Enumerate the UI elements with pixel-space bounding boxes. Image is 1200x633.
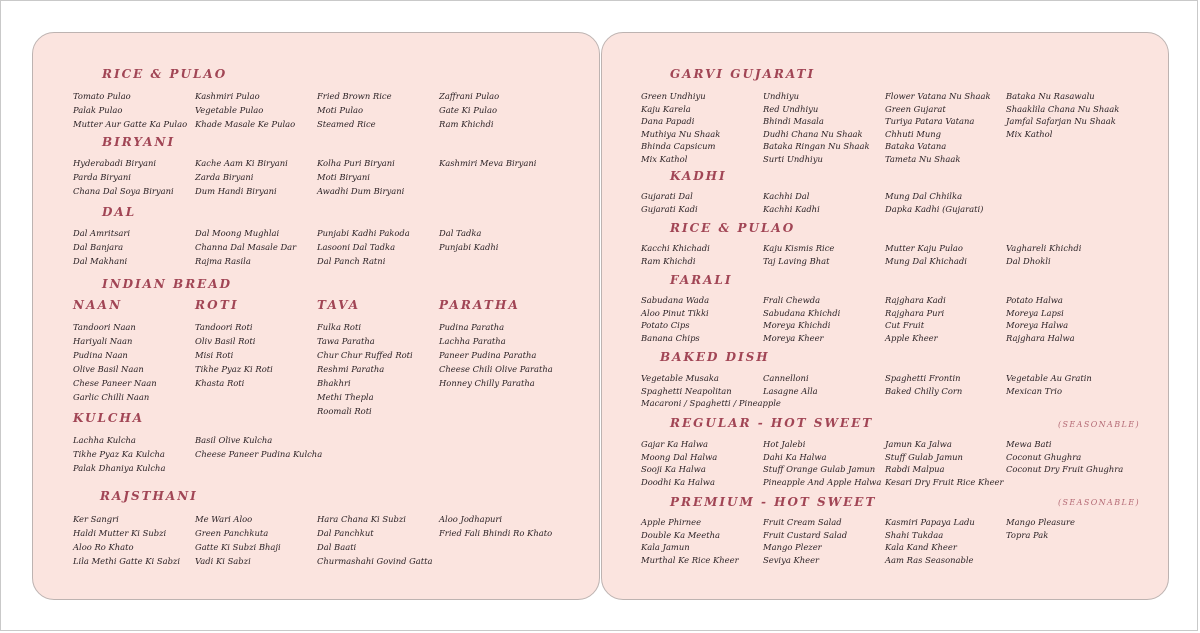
menu-item: Fulka Roti [317,322,362,332]
menu-item: Macaroni / Spaghetti / Pineapple [641,398,781,408]
menu-page-left [32,32,600,600]
menu-item: Lasooni Dal Tadka [317,242,396,252]
section-title-biryani: BIRYANI [102,135,176,149]
gujarati-col-3 [885,90,991,165]
menu-item: Hara Chana Ki Subzi [317,514,406,524]
menu-item: Bataka Ringan Nu Shaak [763,141,870,151]
menu-item: Muthiya Nu Shaak [641,128,721,139]
menu-item: Olive Basil Naan [73,364,144,374]
menu-item: Vegetable Pulao [195,105,264,115]
baked-col-1 [641,372,781,410]
menu-item: Red Undhiyu [763,103,819,114]
menu-item: Double Ka Meetha [641,529,720,540]
farali-col-4 [1006,294,1075,344]
menu-item: Dapka Kadhi (Gujarati) [885,203,984,214]
menu-item: Reshmi Paratha [317,364,385,374]
rajsthani-col-4 [439,512,552,540]
menu-item: Ker Sangri [73,514,119,524]
subsection-title-naan: NAAN [73,298,123,312]
farali-col-2 [763,294,840,344]
menu-item: Pudina Naan [73,350,128,360]
menu-item: Mutter Aur Gatte Ka Pulao [73,119,188,129]
rajsthani-col-3 [317,512,433,568]
subsection-title-tava: TAVA [317,298,361,312]
menu-item: Apple Kheer [885,332,938,343]
regular-sweet-col-3 [885,438,1004,488]
menu-item: Chana Dal Soya Biryani [73,186,174,196]
rajsthani-col-1 [73,512,180,568]
menu-item: Rajma Rasila [195,256,251,266]
menu-item: Punjabi Kadhi [439,242,499,252]
biryani-col-3 [317,156,404,198]
menu-item: Rajghara Halwa [1006,332,1075,343]
section-title-regular-hot-sweet: REGULAR - HOT SWEET [670,416,874,430]
rice-pulao-col-1 [73,89,187,131]
menu-item: Mix Kathol [1006,128,1053,139]
menu-item: Bhakhri [317,378,351,388]
rice-pulao-right-col-4 [1006,242,1081,267]
menu-item: Oliv Basil Roti [195,336,256,346]
menu-item: Kaju Kismis Rice [763,243,835,253]
menu-item: Potato Cips [641,320,690,330]
menu-item: Shaaklila Chana Nu Shaak [1006,103,1120,114]
menu-item: Mung Dal Chhilka [885,191,963,201]
menu-item: Fried Fali Bhindi Ro Khato [439,528,553,538]
menu-item: Pineapple And Apple Halwa [763,476,882,487]
menu-item: Potato Halwa [1006,295,1063,305]
kadhi-col-3 [885,190,983,215]
section-title-kadhi: KADHI [670,169,727,183]
menu-item: Churmashahi Govind Gatta [317,556,433,566]
rice-pulao-col-2 [195,89,295,131]
menu-item: Dal Panchkut [317,528,374,538]
section-title-indian-bread: INDIAN BREAD [102,277,233,291]
gujarati-col-1 [641,90,720,165]
menu-item: Stuff Orange Gulab Jamun [763,464,876,474]
menu-item: Sabudana Wada [641,295,710,305]
menu-item: Hyderabadi Biryani [73,158,157,168]
subsection-title-paratha: PARATHA [439,298,521,312]
rice-pulao-right-col-3 [885,242,967,267]
paratha-list [439,320,553,390]
menu-item: Methi Thepla [317,392,374,402]
menu-item: Mutter Kaju Pulao [885,243,963,253]
menu-item: Kaju Karela [641,103,691,114]
menu-item: Dana Papadi [641,116,695,126]
menu-item: Dal Moong Mughlai [195,228,280,238]
menu-item: Taj Laving Bhat [763,255,830,266]
menu-item: Fruit Cream Salad [763,517,842,527]
menu-item: Sooji Ka Halwa [641,464,706,474]
tava-list [317,320,413,418]
kulcha-col-2 [195,433,322,461]
menu-item: Fruit Custard Salad [763,529,848,540]
menu-item: Honney Chilly Paratha [439,378,535,388]
menu-item: Gate Ki Pulao [439,105,498,115]
menu-item: Topra Pak [1006,529,1049,540]
section-title-kulcha: KULCHA [73,411,145,425]
menu-item: Coconut Ghughra [1006,451,1082,462]
premium-sweet-col-4 [1006,516,1075,541]
biryani-col-2 [195,156,288,198]
menu-item: Roomali Roti [317,406,372,416]
menu-item: Dal Tadka [439,228,482,238]
subsection-title-roti: ROTI [195,298,239,312]
menu-item: Spaghetti Neapolitan [641,385,732,396]
menu-page-right [601,32,1169,600]
section-title-dal: DAL [102,205,137,219]
premium-sweet-col-3 [885,516,975,566]
menu-item: Tandoori Roti [195,322,253,332]
menu-item: Turiya Patara Vatana [885,116,975,126]
naan-list [73,320,157,404]
gujarati-col-2 [763,90,870,165]
menu-item: Shahi Tukdaa [885,529,944,540]
menu-item: Channa Dal Masale Dar [195,242,297,252]
menu-item: Tikhe Pyaz Ka Kulcha [73,449,165,459]
premium-sweet-col-2 [763,516,847,566]
menu-item: Chhuti Mung [885,128,942,139]
menu-item: Mexican Trio [1006,385,1062,396]
menu-item: Kachhi Kadhi [763,203,820,214]
menu-item: Rajghara Puri [885,307,945,318]
menu-item: Aloo Ro Khato [73,542,134,552]
menu-item: Lachha Kulcha [73,435,136,445]
menu-item: Banana Chips [641,332,700,343]
menu-item: Vaghareli Khichdi [1006,243,1082,253]
menu-item: Kala Kand Kheer [885,542,957,552]
menu-item: Jamun Ka Jalwa [885,439,952,449]
menu-item: Zarda Biryani [195,172,254,182]
menu-item: Aam Ras Seasonable [885,554,974,565]
section-title-premium-hot-sweet: PREMIUM - HOT SWEET [670,495,877,509]
menu-item: Coconut Dry Fruit Ghughra [1006,464,1124,474]
menu-item: Baked Chilly Corn [885,385,963,396]
menu-item: Punjabi Kadhi Pakoda [317,228,410,238]
menu-item: Moreya Khichdi [763,320,831,330]
menu-item: Moti Pulao [317,105,364,115]
menu-item: Mewa Bati [1006,439,1052,449]
menu-item: Tameta Nu Shaak [885,153,961,164]
menu-item: Basil Olive Kulcha [195,435,273,445]
menu-item: Dal Banjara [73,242,124,252]
menu-item: Green Gujarat [885,103,946,114]
menu-item: Kacchi Khichadi [641,243,710,253]
menu-item: Awadhi Dum Biryani [317,186,405,196]
menu-item: Mix Kathol [641,153,688,164]
section-title-rice-pulao: RICE & PULAO [102,67,228,81]
biryani-col-1 [73,156,174,198]
menu-item: Bhinda Capsicum [641,141,716,151]
menu-item: Moti Biryani [317,172,370,182]
menu-item: Tomato Pulao [73,91,131,101]
menu-item: Dal Panch Ratni [317,256,386,266]
menu-item: Spaghetti Frontin [885,373,961,383]
menu-item: Mung Dal Khichadi [885,255,967,266]
menu-item: Bataka Nu Rasawalu [1006,91,1095,101]
section-title-rajsthani: RAJSTHANI [100,489,198,503]
menu-item: Chur Chur Ruffed Roti [317,350,413,360]
menu-item: Cannelloni [763,373,809,383]
menu-item: Frali Chewda [763,295,821,305]
menu-item: Steamed Rice [317,119,376,129]
menu-item: Gujarati Dal [641,191,693,201]
menu-item: Seviya Kheer [763,554,820,565]
menu-item: Cheese Paneer Pudina Kulcha [195,449,323,459]
menu-item: Tandoori Naan [73,322,136,332]
menu-item: Zaffrani Pulao [439,91,500,101]
section-title-rice-pulao-right: RICE & PULAO [670,221,796,235]
menu-item: Rajghara Kadi [885,295,946,305]
section-title-baked-dish: BAKED DISH [660,350,770,364]
menu-item: Garlic Chilli Naan [73,392,150,402]
section-title-garvi-gujarati: GARVI GUJARATI [670,67,816,81]
menu-item: Sabudana Khichdi [763,307,841,318]
dal-col-3 [317,226,410,268]
menu-item: Dudhi Chana Nu Shaak [763,128,863,139]
menu-item: Kache Aam Ki Biryani [195,158,288,168]
rice-pulao-col-3 [317,89,392,131]
menu-item: Palak Dhaniya Kulcha [73,463,166,473]
menu-item: Aloo Pinut Tikki [641,307,709,318]
menu-item: Tawa Paratha [317,336,375,346]
menu-item: Gatte Ki Subzi Bhaji [195,542,281,552]
menu-item: Kala Jamun [641,542,690,552]
kulcha-col-1 [73,433,165,475]
premium-sweet-col-1 [641,516,739,566]
menu-item: Vadi Ki Sabzi [195,556,251,566]
menu-item: Palak Pulao [73,105,123,115]
menu-item: Moreya Halwa [1006,320,1069,330]
menu-item: Hot Jalebi [763,439,806,449]
menu-item: Haldi Mutter Ki Subzi [73,528,167,538]
menu-item: Lila Methi Gatte Ki Sabzi [73,556,181,566]
baked-col-3 [885,372,962,397]
menu-item: Fried Brown Rice [317,91,392,101]
menu-item: Cut Fruit [885,320,925,330]
menu-item: Moong Dal Halwa [641,451,718,462]
menu-item: Dum Handi Biryani [195,186,277,196]
seasonable-note-regular: (SEASONABLE) [1058,420,1140,429]
menu-item: Paneer Pudina Paratha [439,350,537,360]
regular-sweet-col-2 [763,438,881,488]
menu-item: Flower Vatana Nu Shaak [885,91,991,101]
gujarati-col-4 [1006,90,1119,140]
menu-item: Rabdi Malpua [885,464,945,474]
dal-col-4 [439,226,498,254]
menu-item: Apple Phirnee [641,517,702,527]
menu-item: Pudina Paratha [439,322,505,332]
menu-item: Khade Masale Ke Pulao [195,119,296,129]
menu-item: Ram Khichdi [439,119,494,129]
rice-pulao-right-col-2 [763,242,834,267]
menu-item: Undhiyu [763,91,800,101]
regular-sweet-col-4 [1006,438,1123,476]
menu-item: Parda Biryani [73,172,131,182]
menu-item: Bhindi Masala [763,116,824,126]
menu-item: Aloo Jodhapuri [439,514,503,524]
dal-col-2 [195,226,296,268]
kadhi-col-1 [641,190,698,215]
menu-item: Dal Baati [317,542,357,552]
menu-item: Surti Undhiyu [763,153,823,164]
regular-sweet-col-1 [641,438,717,488]
menu-item: Khasta Roti [195,378,245,388]
farali-col-3 [885,294,946,344]
baked-col-2 [763,372,818,397]
menu-item: Doodhi Ka Halwa [641,476,715,487]
menu-item: Hariyali Naan [73,336,133,346]
menu-item: Tikhe Pyaz Ki Roti [195,364,273,374]
menu-item: Kashmiri Meva Biryani [439,158,537,168]
menu-item: Kashmiri Pulao [195,91,260,101]
menu-item: Stuff Gulab Jamun [885,451,963,462]
menu-item: Mango Pleasure [1006,517,1075,527]
menu-item: Gajar Ka Halwa [641,439,708,449]
section-title-farali: FARALI [670,273,733,287]
menu-item: Kolha Puri Biryani [317,158,395,168]
menu-item: Dal Amritsari [73,228,131,238]
menu-item: Kasmiri Papaya Ladu [885,517,975,527]
menu-item: Mango Plezer [763,542,822,552]
menu-item: Moreya Kheer [763,332,824,343]
baked-col-4 [1006,372,1092,397]
menu-item: Cheese Chili Olive Paratha [439,364,553,374]
seasonable-note-premium: (SEASONABLE) [1058,498,1140,507]
farali-col-1 [641,294,709,344]
rice-pulao-right-col-1 [641,242,710,267]
menu-item: Kachhi Dal [763,191,810,201]
menu-item: Bataka Vatana [885,141,947,151]
menu-item: Kesari Dry Fruit Rice Kheer [885,476,1004,487]
menu-item: Murthal Ke Rice Kheer [641,554,739,565]
menu-item: Ram Khichdi [641,255,696,266]
menu-item: Lachha Paratha [439,336,506,346]
menu-item: Vegetable Au Gratin [1006,373,1092,383]
biryani-col-4 [439,156,536,170]
menu-item: Vegetable Musaka [641,373,719,383]
menu-item: Dal Makhani [73,256,128,266]
menu-item: Me Wari Aloo [195,514,253,524]
menu-item: Gujarati Kadi [641,203,698,214]
roti-list [195,320,273,390]
menu-item: Lasagne Alla [763,385,818,396]
menu-item: Dal Dhokli [1006,255,1051,266]
dal-col-1 [73,226,130,268]
rajsthani-col-2 [195,512,281,568]
menu-item: Dahi Ka Halwa [763,451,827,462]
menu-item: Jamfal Safarjan Nu Shaak [1006,116,1116,126]
menu-item: Chese Paneer Naan [73,378,157,388]
menu-item: Green Undhiyu [641,91,706,101]
menu-item: Green Panchkuta [195,528,269,538]
kadhi-col-2 [763,190,820,215]
menu-item: Misi Roti [195,350,234,360]
menu-item: Moreya Lapsi [1006,307,1064,318]
rice-pulao-col-4 [439,89,499,131]
